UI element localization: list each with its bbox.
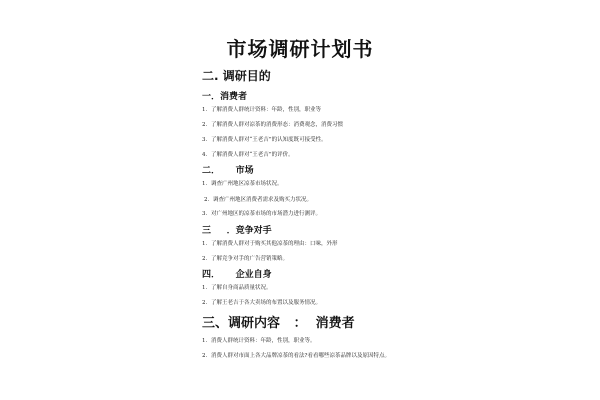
list-item: 1．调查广州地区凉茶市场状况。 xyxy=(202,181,283,187)
list-item: 1．了解自身商品质量状况。 xyxy=(202,285,272,291)
list-item: 1．了解消费人群对于购买其他凉茶的理由：口味，外形 xyxy=(202,241,338,247)
subsection-heading-company: 四． 企业自身 xyxy=(202,270,272,280)
subsection-heading-market: 二． 市场 xyxy=(202,166,254,176)
list-item: 1．消费人群统计资料：年龄，性别，职业等。 xyxy=(202,338,316,344)
list-item: 2．了解竞争对手的广告营销策略。 xyxy=(202,256,289,262)
subsection-heading-competitors: 三 ．竞争对手 xyxy=(202,226,272,236)
list-item: 4．了解消费人群对“王老吉”的评价。 xyxy=(202,152,294,158)
list-item: 2．了解王老吉于各大卖场的布置以及服务情况。 xyxy=(202,300,322,306)
list-item: 2．消费人群对市面上各大品牌凉茶的看法?看看哪些凉茶品牌以及原因特点。 xyxy=(202,353,390,359)
list-item: 3．了解消费人群对“王老吉”的认知度既可接受性。 xyxy=(202,137,327,143)
section-heading-research-content: 三、调研内容 ： 消费者 xyxy=(202,316,355,331)
list-item: 2．调查广州地区消费者需求及购买力状况。 xyxy=(204,197,313,203)
section-heading-research-purpose: 二. 调研目的 xyxy=(202,69,271,83)
subsection-heading-consumers: 一．消费者 xyxy=(202,92,248,102)
document-title: 市场调研计划书 xyxy=(226,37,374,61)
list-item: 3．对广州地区的凉茶市场的市场潜力进行测评。 xyxy=(202,211,322,217)
list-item: 2．了解消费人群对凉茶的消费形态：消费观念，消费习惯 xyxy=(202,122,344,128)
list-item: 1．了解消费人群统计资料：年龄，性别，职业等 xyxy=(202,107,322,113)
